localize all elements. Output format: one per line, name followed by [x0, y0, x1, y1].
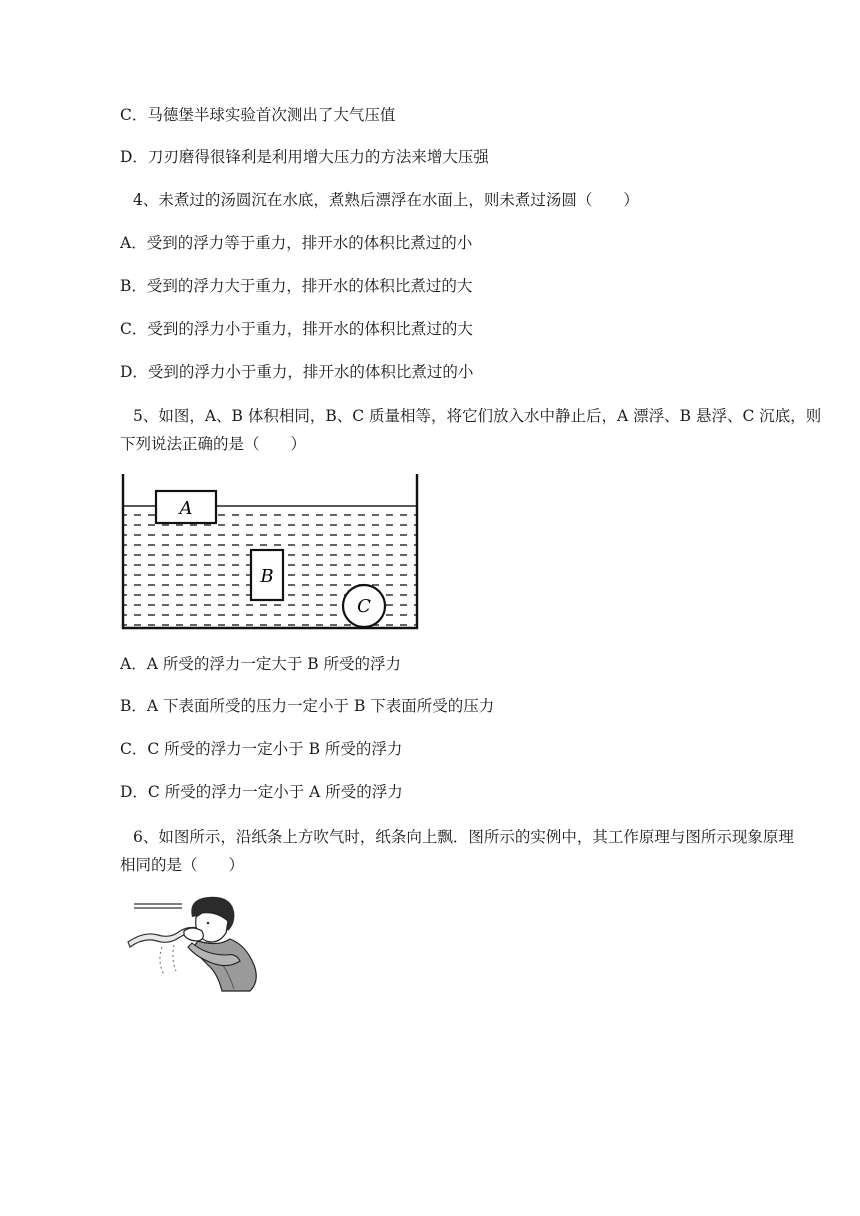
q5-option-d: D．C 所受的浮力一定小于 A 所受的浮力	[120, 783, 403, 801]
q3-option-d: D．刀刃磨得很锋利是利用增大压力的方法来增大压强	[120, 148, 489, 166]
q4-option-c: C．受到的浮力小于重力，排开水的体积比煮过的大	[120, 320, 473, 338]
block-b-label: B	[260, 566, 274, 587]
q4-option-b: B．受到的浮力大于重力，排开水的体积比煮过的大	[120, 277, 473, 295]
q5-option-c: C．C 所受的浮力一定小于 B 所受的浮力	[120, 740, 403, 758]
boy-blowing-paper-illustration	[122, 895, 272, 995]
q6-stem-line1: 6、如图所示，沿纸条上方吹气时，纸条向上飘．图所示的实例中，其工作原理与图所示现象原理	[133, 828, 794, 846]
q5-stem-line1: 5、如图，A、B 体积相同，B、C 质量相等，将它们放入水中静止后，A 漂浮、B 悬浮、C 沉底，则	[133, 407, 822, 425]
block-a-label: A	[179, 498, 193, 519]
q6-stem-line2: 相同的是（ ）	[120, 856, 245, 874]
water-tank-figure	[118, 470, 422, 632]
hands	[184, 928, 203, 941]
ball-c-label: C	[357, 596, 371, 617]
q5-option-a: A．A 所受的浮力一定大于 B 所受的浮力	[120, 655, 402, 673]
q5-option-b: B．A 下表面所受的压力一定小于 B 下表面所受的压力	[120, 697, 495, 715]
q3-option-c: C．马德堡半球实验首次测出了大气压值	[120, 106, 396, 124]
q4-option-a: A．受到的浮力等于重力，排开水的体积比煮过的小	[120, 234, 473, 252]
q4-stem: 4、未煮过的汤圆沉在水底，煮熟后漂浮在水面上，则未煮过汤圆（ ）	[133, 191, 639, 209]
q5-stem-line2: 下列说法正确的是（ ）	[120, 435, 307, 453]
q4-option-d: D．受到的浮力小于重力，排开水的体积比煮过的小	[120, 363, 474, 381]
